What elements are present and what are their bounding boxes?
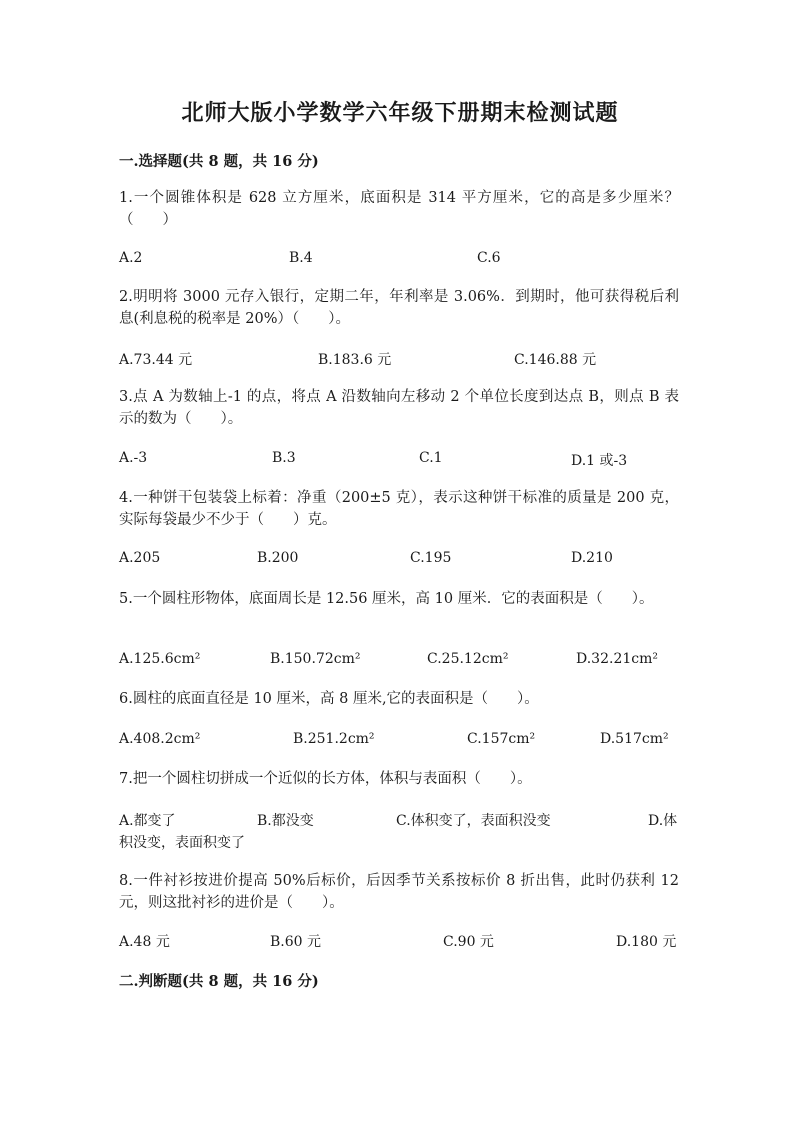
q3-option-c: C.1	[419, 450, 443, 466]
question-6: 6.圆柱的底面直径是 10 厘米，高 8 厘米,它的表面积是（ ）。	[119, 691, 539, 707]
question-3: 3.点 A 为数轴上-1 的点，将点 A 沿数轴向左移动 2 个单位长度到达点 B，则点 B 表示的数为（ ）。	[119, 389, 679, 427]
q4-option-b: B.200	[257, 550, 299, 566]
q4-option-a: A.205	[119, 550, 161, 566]
q7-option-d: D.体	[648, 813, 678, 829]
q6-option-a: A.408.2cm²	[119, 731, 201, 747]
question-8: 8.一件衬衫按进价提高 50%后标价，后因季节关系按标价 8 折出售，此时仍获利 12 元，则这批衬衫的进价是（ ）。	[119, 873, 679, 911]
question-5: 5.一个圆柱形物体，底面周长是 12.56 厘米，高 10 厘米．它的表面积是（ ）。	[119, 591, 654, 607]
page-title: 北师大版小学数学六年级下册期末检测试题	[181, 100, 619, 126]
q8-option-a: A.48 元	[119, 934, 170, 950]
q3-option-b: B.3	[272, 450, 296, 466]
q1-option-b: B.4	[289, 250, 313, 266]
question-4: 4.一种饼干包装袋上标着：净重（200±5 克），表示这种饼干标准的质量是 200 克，实际每袋最少不少于（ ）克。	[119, 490, 679, 528]
q6-option-c: C.157cm²	[467, 731, 536, 747]
q6-option-b: B.251.2cm²	[293, 731, 375, 747]
q7-option-d-continued: 积没变，表面积变了	[119, 835, 245, 851]
q1-option-c: C.6	[477, 250, 501, 266]
q4-option-d: D.210	[571, 550, 613, 566]
q1-option-a: A.2	[119, 250, 143, 266]
q8-option-c: C.90 元	[443, 934, 494, 950]
question-1: 1.一个圆锥体积是 628 立方厘米，底面积是 314 平方厘米，它的高是多少厘米？（ ）	[119, 190, 679, 228]
q3-option-a: A.-3	[119, 450, 148, 466]
q7-option-b: B.都没变	[257, 813, 314, 829]
q5-option-c: C.25.12cm²	[427, 651, 509, 667]
question-2: 2.明明将 3000 元存入银行，定期二年，年利率是 3.06%．到期时，他可获得税后利息(利息税的税率是 20%）（ ）。	[119, 289, 679, 327]
q5-option-d: D.32.21cm²	[576, 651, 658, 667]
q3-option-d: D.1 或-3	[571, 453, 628, 469]
section-heading-judgement: 二.判断题(共 8 题，共 16 分)	[119, 973, 319, 990]
q7-option-a: A.都变了	[119, 813, 176, 829]
q8-option-d: D.180 元	[616, 934, 677, 950]
q2-option-c: C.146.88 元	[514, 352, 597, 368]
q6-option-d: D.517cm²	[600, 731, 669, 747]
q2-option-b: B.183.6 元	[318, 352, 392, 368]
q8-option-b: B.60 元	[270, 934, 322, 950]
q5-option-a: A.125.6cm²	[119, 651, 201, 667]
question-7: 7.把一个圆柱切拼成一个近似的长方体，体积与表面积（ ）。	[119, 771, 532, 787]
q7-option-c: C.体积变了，表面积没变	[396, 813, 551, 829]
q2-option-a: A.73.44 元	[119, 352, 193, 368]
q4-option-c: C.195	[410, 550, 452, 566]
section-heading-choice: 一.选择题(共 8 题，共 16 分)	[119, 153, 319, 170]
q5-option-b: B.150.72cm²	[270, 651, 361, 667]
